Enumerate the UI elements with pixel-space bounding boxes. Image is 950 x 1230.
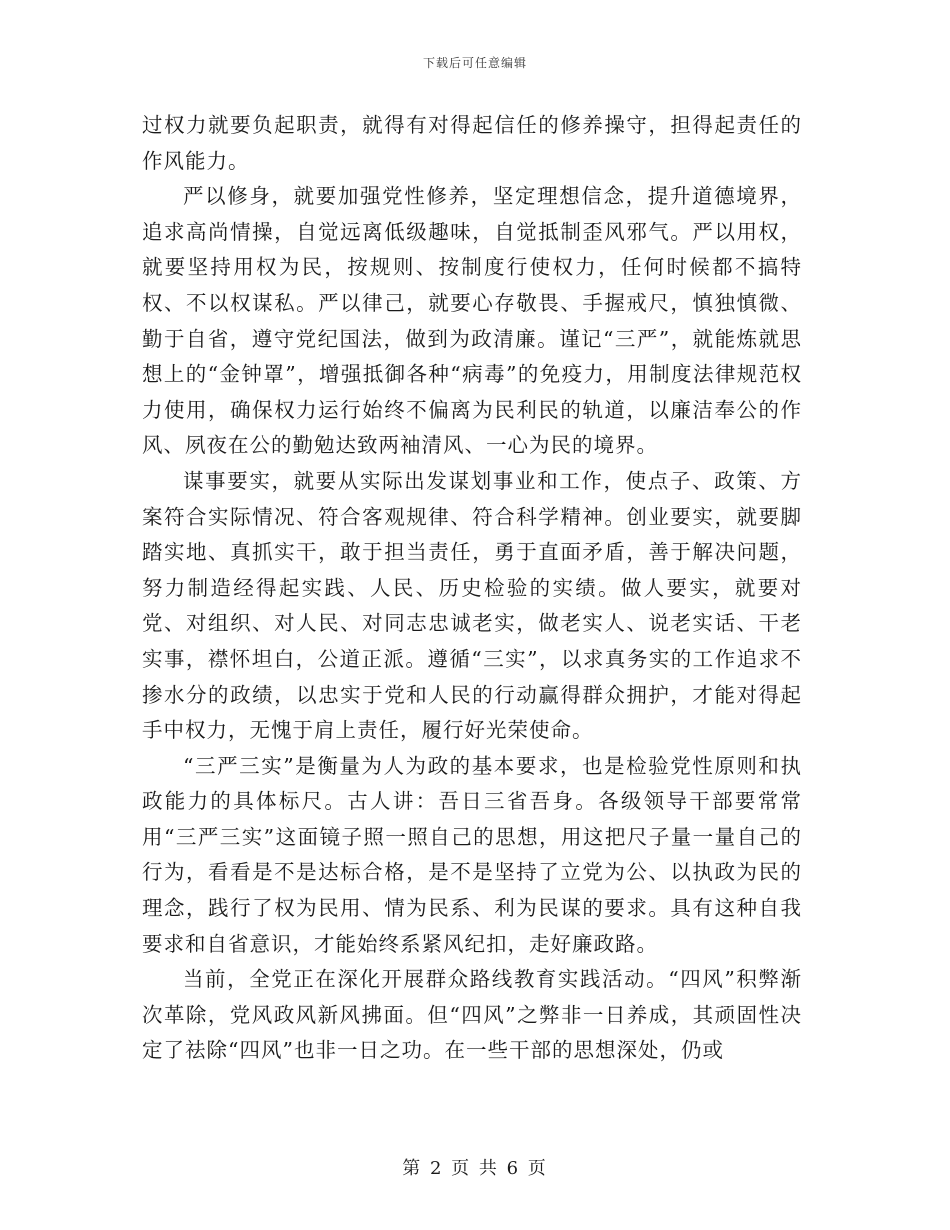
paragraph-4: “三严三实”是衡量为人为政的基本要求，也是检验党性原则和执政能力的具体标尺。古人讲：吾日三省吾身。各级领导干部要常常用“三严三实”这面镜子照一照自己的思想，用这把尺子量一量自己的行为，看看是不是达标合格，是不是坚持了立党为公、以执政为民的理念，践行了权为民用、情为民系、利为民谋的要求。具有这种自我要求和自省意识，才能始终系紧风纪扣，走好廉政路。 xyxy=(142,753,802,956)
page-header: 下载后可任意编辑 xyxy=(422,56,527,70)
page-number-footer: 第 2 页 共 6 页 xyxy=(402,1158,548,1179)
paragraph-5: 当前，全党正在深化开展群众路线教育实践活动。“四风”积弊渐次革除，党风政风新风拂面。但“四风”之弊非一日养成，其顽固性决定了祛除“四风”也非一日之功。在一些干部的思想深处，仍或 xyxy=(142,967,802,1063)
paragraph-1: 过权力就要负起职责，就得有对得起信任的修养操守，担得起责任的作风能力。 xyxy=(142,113,802,173)
document-body xyxy=(142,108,802,1069)
paragraph-2: 严以修身，就要加强党性修养，坚定理想信念，提升道德境界，追求高尚情操，自觉远离低级趣味，自觉抵制歪风邪气。严以用权，就要坚持用权为民，按规则、按制度行使权力，任何时候都不搞特权、不以权谋私。严以律己，就要心存敬畏、手握戒尺，慎独慎微、勤于自省，遵守党纪国法，做到为政清廉。谨记“三严”，就能炼就思想上的“金钟罩”，增强抵御各种“病毒”的免疫力，用制度法律规范权力使用，确保权力运行始终不偏离为民利民的轨道，以廉洁奉公的作风、夙夜在公的勤勉达致两袖清风、一心为民的境界。 xyxy=(142,184,802,458)
paragraph-3: 谋事要实，就要从实际出发谋划事业和工作，使点子、政策、方案符合实际情况、符合客观规律、符合科学精神。创业要实，就要脚踏实地、真抓实干，敢于担当责任，勇于直面矛盾，善于解决问题，努力制造经得起实践、人民、历史检验的实绩。做人要实，就要对党、对组织、对人民、对同志忠诚老实，做老实人、说老实话、干老实事，襟怀坦白，公道正派。遵循“三实”，以求真务实的工作追求不掺水分的政绩，以忠实于党和人民的行动赢得群众拥护，才能对得起手中权力，无愧于肩上责任，履行好光荣使命。 xyxy=(142,468,802,743)
